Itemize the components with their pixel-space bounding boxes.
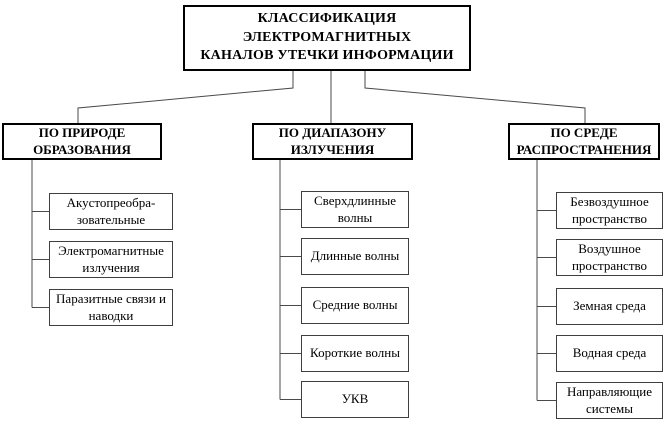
leaf-label: Водная среда: [572, 345, 647, 361]
leaf-node: [556, 239, 663, 276]
leaf-label: Направляющие системы: [566, 383, 653, 416]
leaf-node: [301, 335, 409, 372]
connector-root-left: [78, 71, 293, 123]
leaf-node: [49, 193, 173, 230]
leaf-label: Сверхдлинные волны: [314, 192, 396, 225]
root-title-line: КАНАЛОВ УТЕЧКИ ИНФОРМАЦИИ: [200, 48, 454, 64]
leaf-label: Средние волны: [312, 297, 398, 313]
leaf-label: Безвоздушное пространство: [570, 193, 649, 226]
connector-right-spine: [537, 160, 556, 401]
leaf-node: [301, 238, 409, 275]
leaf-label: УКВ: [341, 391, 369, 407]
leaf-node: [49, 241, 173, 278]
branch-header-range: [252, 123, 413, 160]
leaf-label: Акустопреобразовательные: [66, 194, 156, 227]
root-node: [183, 5, 471, 71]
branch-header-nature: [2, 123, 162, 160]
leaf-node: [301, 191, 409, 228]
leaf-label: Длинные волны: [310, 248, 400, 264]
branch-header-label: ПО СРЕДЕ РАСПРОСТРАНЕНИЯ: [516, 124, 652, 157]
leaf-node: [556, 382, 663, 419]
leaf-label: Короткие волны: [310, 345, 400, 361]
leaf-label: Электромагнитные излучения: [58, 242, 164, 275]
leaf-node: [301, 287, 409, 324]
connector-root-right: [365, 71, 585, 123]
branch-header-medium: [508, 123, 660, 160]
root-title-line: КЛАССИФИКАЦИЯ: [257, 10, 397, 26]
branch-header-label: ПО ДИАПАЗОНУ ИЗЛУЧЕНИЯ: [278, 124, 387, 157]
leaf-label: Земная среда: [573, 298, 646, 314]
root-title-line: ЭЛЕКТРОМАГНИТНЫХ: [242, 29, 412, 45]
leaf-node: [49, 289, 173, 326]
connector-left-spine: [32, 160, 49, 308]
connector-middle-spine: [280, 160, 301, 400]
branch-header-label: ПО ПРИРОДЕ ОБРАЗОВАНИЯ: [33, 124, 131, 157]
leaf-node: [556, 192, 663, 229]
leaf-label: Воздушное пространство: [571, 240, 648, 273]
leaf-label: Паразитные связи и наводки: [56, 290, 166, 323]
leaf-node: [556, 288, 663, 325]
leaf-node: [301, 381, 409, 418]
leaf-node: [556, 335, 663, 372]
